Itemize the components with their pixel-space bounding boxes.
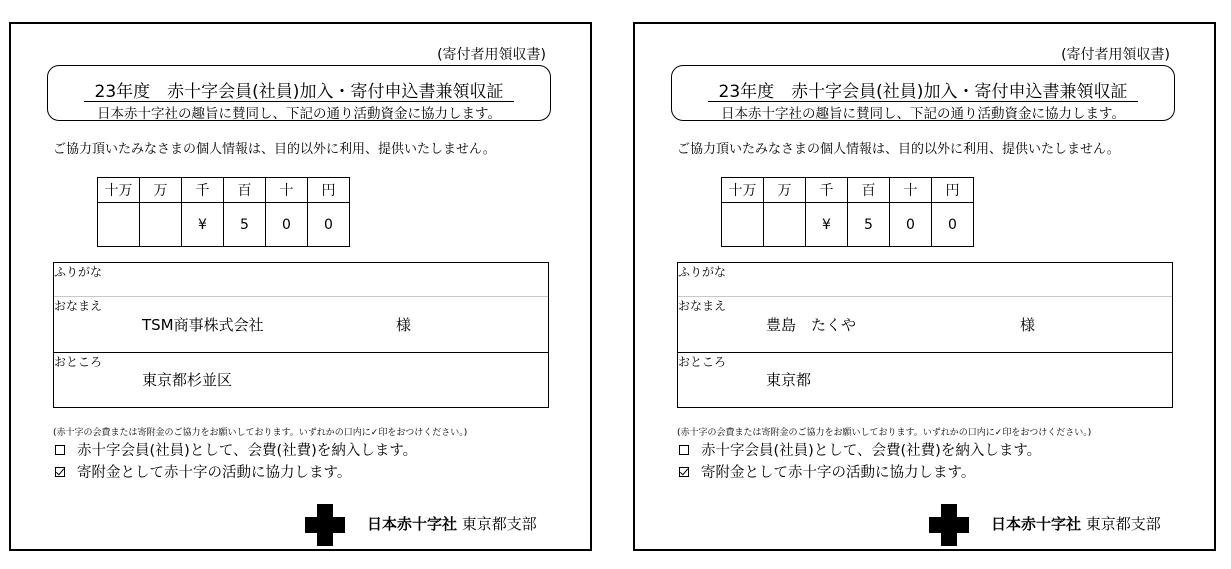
- amount-table: [97, 177, 350, 247]
- amount-value-cell[interactable]: ¥: [806, 203, 848, 247]
- title-box: [671, 65, 1175, 121]
- amount-value-row: [722, 203, 974, 247]
- amount-value-row: [98, 203, 350, 247]
- amount-header-cell: 千: [182, 178, 224, 203]
- amount-header-cell: 万: [140, 178, 182, 203]
- amount-value-cell[interactable]: [722, 203, 764, 247]
- org-name: 日本赤十字社: [367, 515, 458, 533]
- amount-value-cell[interactable]: 5: [848, 203, 890, 247]
- address-label: おところ: [54, 355, 103, 369]
- amount-header-cell: 百: [848, 178, 890, 203]
- amount-header-cell: 十万: [98, 178, 140, 203]
- checkbox-instruction: (赤十字の会費または寄附金のご協力をお願いしております。いずれかの口内に✓印をおつけください。): [53, 428, 468, 438]
- privacy-notice: ご協力頂いたみなさまの個人情報は、目的以外に利用、提供いたしません。: [53, 142, 496, 157]
- option-membership[interactable]: [55, 439, 417, 460]
- amount-value-cell[interactable]: 0: [890, 203, 932, 247]
- amount-header-cell: 千: [806, 178, 848, 203]
- receipt-type-label: (寄付者用領収書): [1061, 47, 1170, 63]
- name-divider: [678, 352, 1172, 353]
- checkbox-checked-icon[interactable]: [55, 467, 65, 477]
- receipt-right: [633, 22, 1216, 551]
- org-branch: 東京都支部: [461, 515, 537, 533]
- red-cross-logo-icon: [929, 504, 969, 546]
- red-cross-logo-icon: [305, 504, 345, 546]
- amount-value-cell[interactable]: [140, 203, 182, 247]
- amount-header-row: [98, 178, 350, 203]
- form-subtitle: 日本赤十字社の趣旨に賛同し、下記の通り活動資金に協力します。: [97, 106, 501, 122]
- title-box: [47, 65, 551, 121]
- amount-header-cell: 円: [932, 178, 974, 203]
- amount-value-cell[interactable]: [98, 203, 140, 247]
- receipt-left: [9, 22, 592, 551]
- option-label: 赤十字会員(社員)として、会費(社費)を納入します。: [701, 443, 1042, 459]
- option-label: 赤十字会員(社員)として、会費(社費)を納入します。: [77, 443, 418, 459]
- amount-header-cell: 十万: [722, 178, 764, 203]
- name-label: おなまえ: [678, 299, 727, 313]
- option-donation[interactable]: [679, 461, 975, 482]
- amount-value-cell[interactable]: 5: [224, 203, 266, 247]
- amount-value-cell[interactable]: 0: [308, 203, 350, 247]
- amount-header-cell: 十: [890, 178, 932, 203]
- amount-header-cell: 十: [266, 178, 308, 203]
- form-title: 23年度 赤十字会員(社員)加入・寄付申込書兼領収証: [94, 82, 504, 102]
- address-field[interactable]: 東京都: [766, 371, 812, 389]
- name-field[interactable]: 豊島 たくや: [766, 316, 857, 334]
- furigana-label: ふりがな: [678, 265, 727, 279]
- address-label: おところ: [678, 355, 727, 369]
- option-label: 寄附金として赤十字の活動に協力します。: [701, 465, 976, 481]
- checkbox-icon[interactable]: [55, 445, 65, 455]
- honorific-label: 様: [1020, 316, 1036, 334]
- address-field[interactable]: 東京都杉並区: [142, 371, 233, 389]
- amount-value-cell[interactable]: ¥: [182, 203, 224, 247]
- honorific-label: 様: [396, 316, 412, 334]
- checkbox-instruction: (赤十字の会費または寄附金のご協力をお願いしております。いずれかの口内に✓印をおつけください。): [677, 428, 1092, 438]
- name-divider: [54, 352, 548, 353]
- org-name: 日本赤十字社: [991, 515, 1082, 533]
- amount-header-cell: 円: [308, 178, 350, 203]
- organization-signature: [991, 513, 1161, 534]
- name-label: おなまえ: [54, 299, 103, 313]
- donor-info-box: [53, 262, 549, 408]
- privacy-notice: ご協力頂いたみなさまの個人情報は、目的以外に利用、提供いたしません。: [677, 142, 1120, 157]
- amount-value-cell[interactable]: 0: [932, 203, 974, 247]
- amount-header-row: [722, 178, 974, 203]
- furigana-label: ふりがな: [54, 265, 103, 279]
- name-field[interactable]: TSM商事株式会社: [142, 316, 264, 334]
- amount-value-cell[interactable]: [764, 203, 806, 247]
- furigana-divider: [678, 296, 1172, 297]
- option-membership[interactable]: [679, 439, 1041, 460]
- org-branch: 東京都支部: [1085, 515, 1161, 533]
- checkbox-icon[interactable]: [679, 445, 689, 455]
- furigana-divider: [54, 296, 548, 297]
- form-title: 23年度 赤十字会員(社員)加入・寄付申込書兼領収証: [718, 82, 1128, 102]
- option-donation[interactable]: [55, 461, 351, 482]
- option-label: 寄附金として赤十字の活動に協力します。: [77, 465, 352, 481]
- checkbox-checked-icon[interactable]: [679, 467, 689, 477]
- amount-header-cell: 百: [224, 178, 266, 203]
- amount-value-cell[interactable]: 0: [266, 203, 308, 247]
- organization-signature: [367, 513, 537, 534]
- amount-header-cell: 万: [764, 178, 806, 203]
- donor-info-box: [677, 262, 1173, 408]
- amount-table: [721, 177, 974, 247]
- receipt-type-label: (寄付者用領収書): [437, 47, 546, 63]
- form-subtitle: 日本赤十字社の趣旨に賛同し、下記の通り活動資金に協力します。: [721, 106, 1125, 122]
